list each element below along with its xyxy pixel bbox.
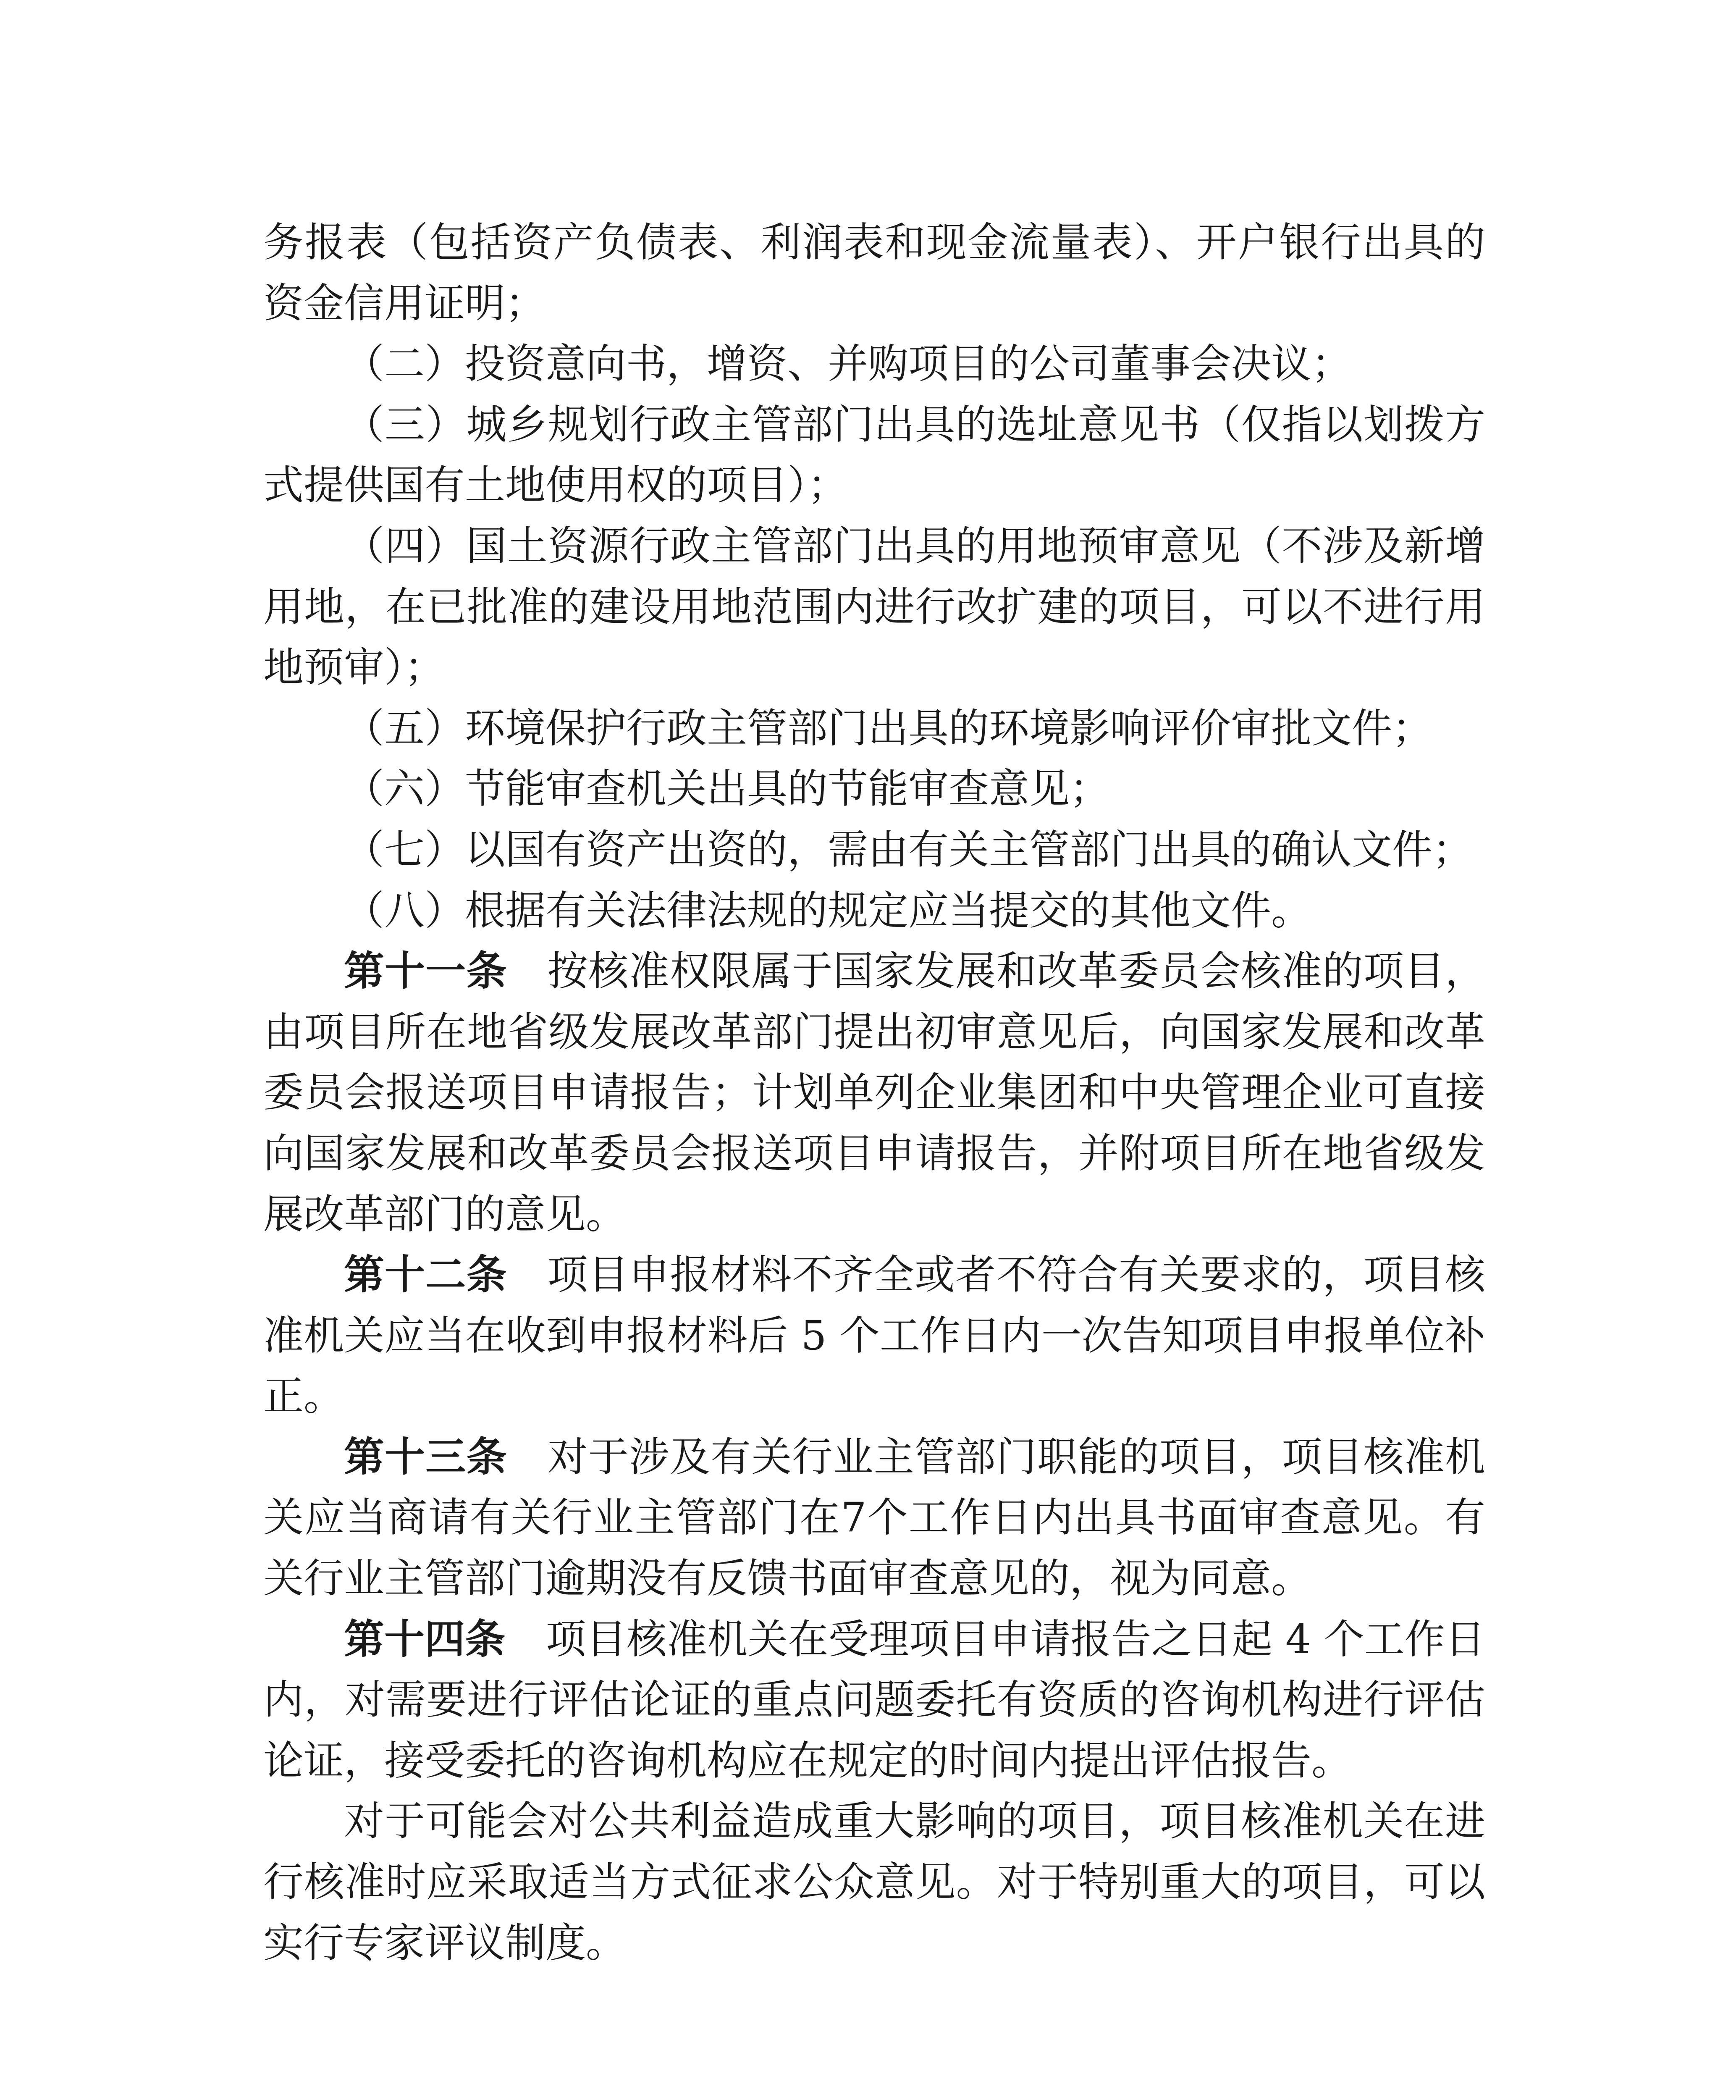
list-item-2: （二）投资意向书，增资、并购项目的公司董事会决议； [344, 340, 1352, 388]
list-item-8: （八）根据有关法律法规的规定应当提交的其他文件。 [344, 887, 1311, 934]
article-12 [263, 1244, 1485, 1427]
list-item-5: （五）环境保护行政主管部门出具的环境影响评价审批文件； [344, 704, 1432, 752]
article-13 [263, 1427, 1485, 1609]
article-12-label: 第十二条 [344, 1251, 507, 1299]
article-13-text: 对于涉及有关行业主管部门职能的项目，项目核准机关应当商请有关行业主管部门在7个工作日内出具书面审查意见。有关行业主管部门逾期没有反馈书面审查意见的，视为同意。 [263, 1433, 1486, 1602]
list-item-7: （七）以国有资产出资的，需由有关主管部门出具的确认文件； [344, 826, 1473, 873]
article-14-text: 项目核准机关在受理项目申请报告之日起 4 个工作日内，对需要进行评估论证的重点问题委托有资质的咨询机构进行评估论证，接受委托的咨询机构应在规定的时间内提出评估报告。 [263, 1615, 1486, 1784]
article-14 [263, 1609, 1485, 1791]
article-11-text: 按核准权限属于国家发展和改革委员会核准的项目，由项目所在地省级发展改革部门提出初审意见后，向国家发展和改革委员会报送项目申请报告；计划单列企业集团和中央管理企业可直接向国家发展和改革委员会报送项目申请报告，并附项目所在地省级发展改革部门的意见。 [263, 948, 1486, 1238]
list-item-6: （六）节能审查机关出具的节能审查意见； [344, 765, 1110, 813]
document-body [263, 212, 1485, 1973]
article-11 [263, 941, 1485, 1244]
article-11-label: 第十一条 [344, 947, 507, 995]
article-12-text: 项目申报材料不齐全或者不符合有关要求的，项目核准机关应当在收到申报材料后 5 个工作日内一次告知项目申报单位补正。 [263, 1251, 1486, 1420]
article-13-label: 第十三条 [344, 1433, 507, 1480]
paragraph-public-opinion: 对于可能会对公共利益造成重大影响的项目，项目核准机关在进行核准时应采取适当方式征求公众意见。对于特别重大的项目，可以实行专家评议制度。 [263, 1798, 1485, 1966]
paragraph-financial-statements: 务报表（包括资产负债表、利润表和现金流量表）、开户银行出具的资金信用证明； [263, 219, 1485, 327]
article-14-label: 第十四条 [344, 1615, 506, 1663]
list-item-4: （四）国土资源行政主管部门出具的用地预审意见（不涉及新增用地，在已批准的建设用地范围内进行改扩建的项目，可以不进行用地预审）； [263, 522, 1485, 691]
list-item-3: （三）城乡规划行政主管部门出具的选址意见书（仅指以划拨方式提供国有土地使用权的项目）； [263, 401, 1485, 509]
